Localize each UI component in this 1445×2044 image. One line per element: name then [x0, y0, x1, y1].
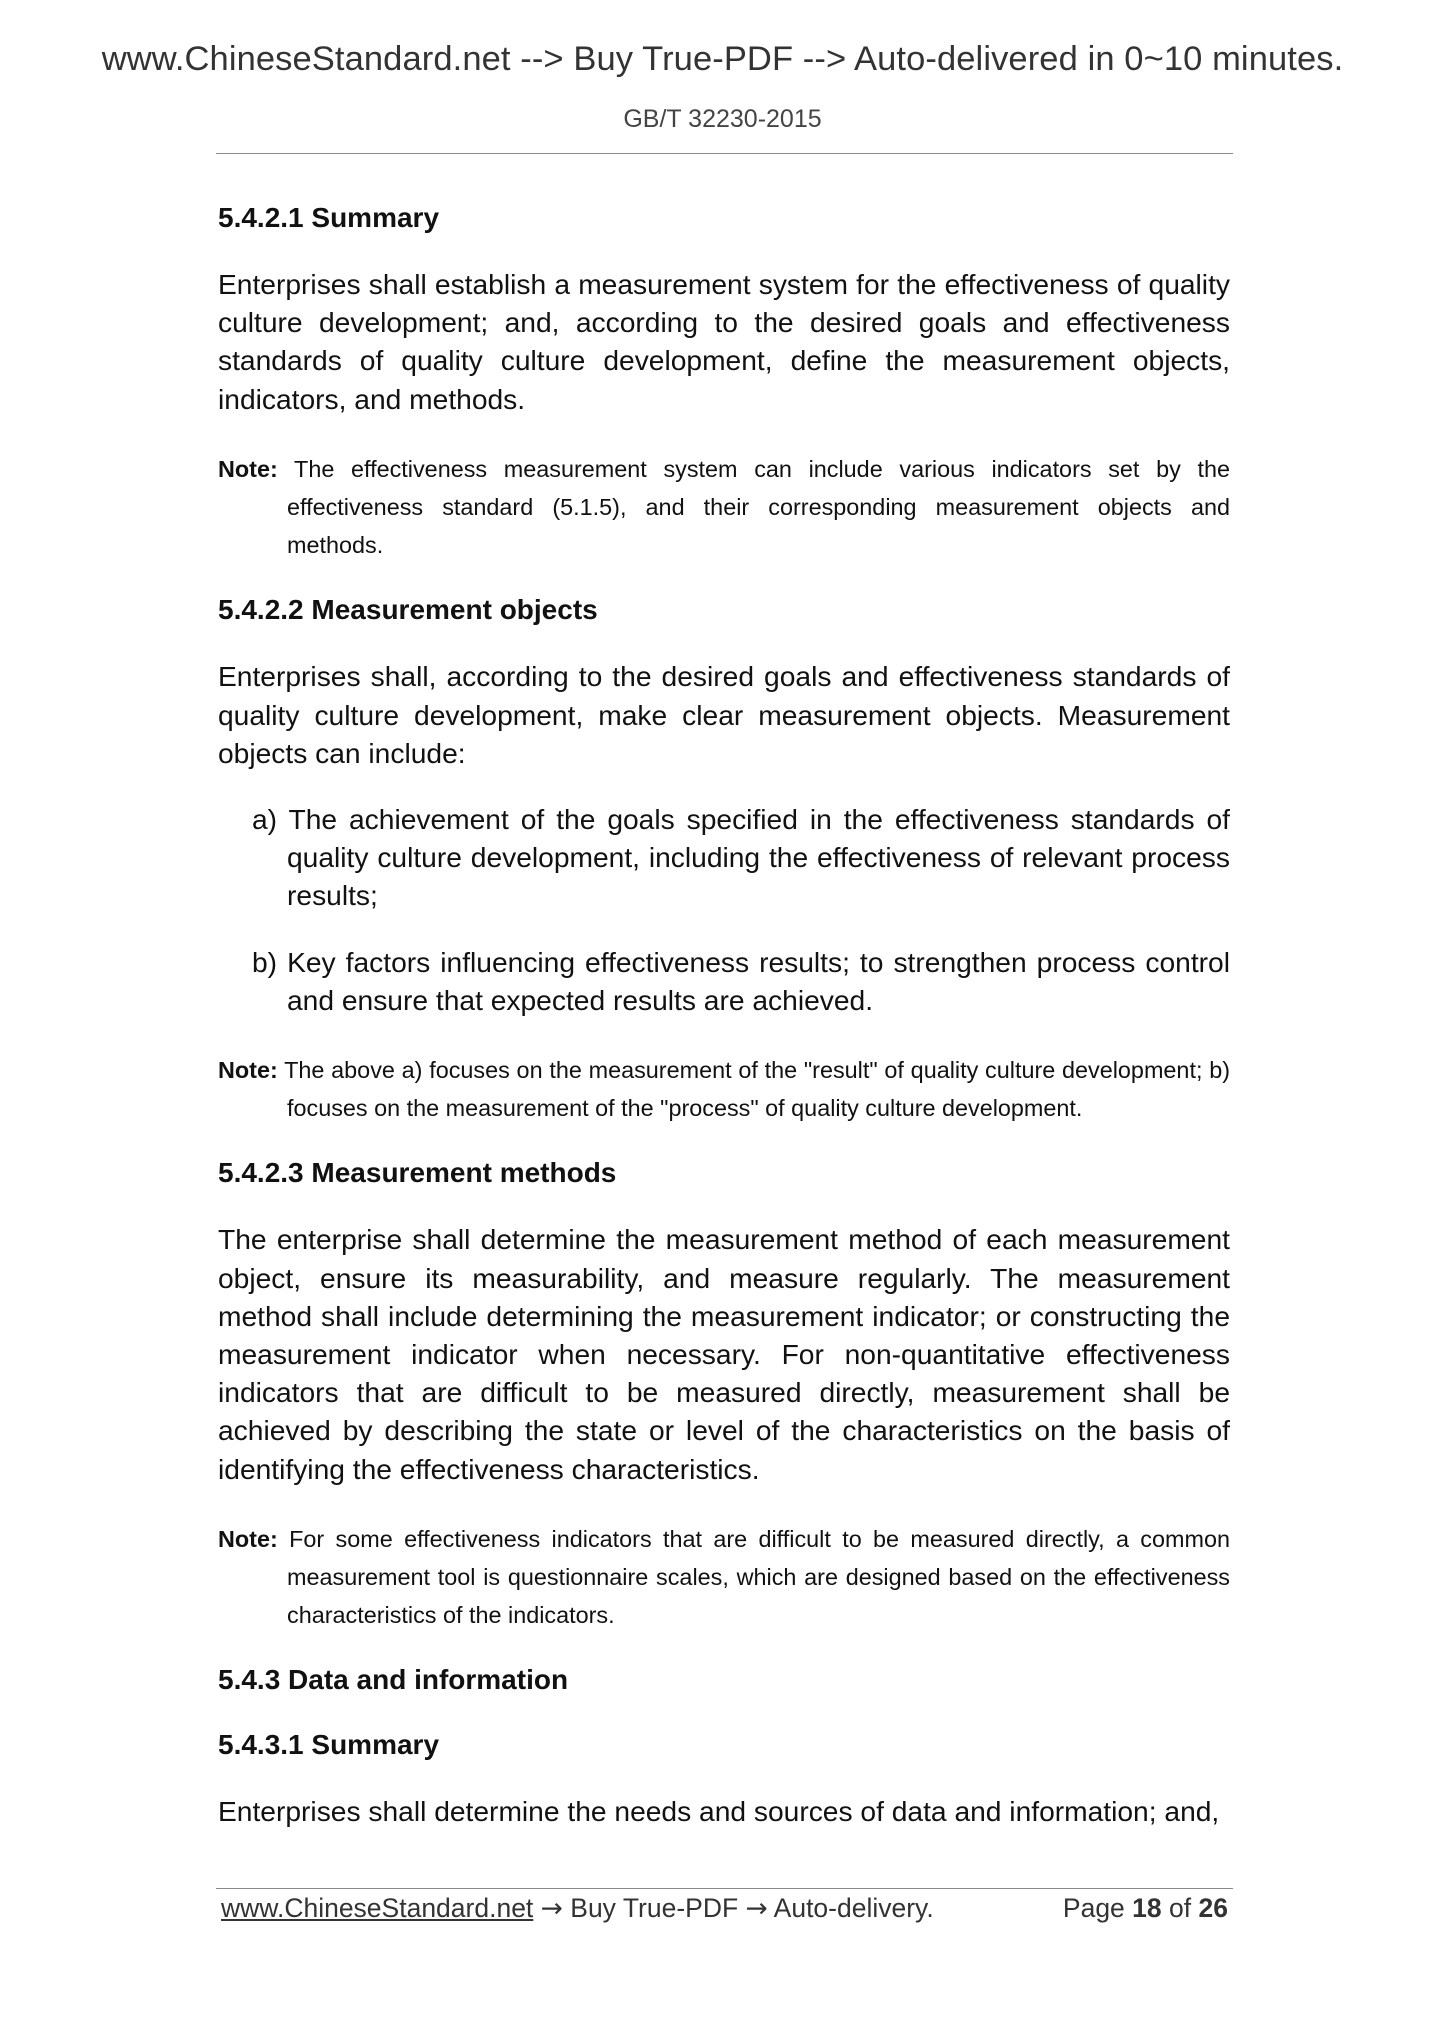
heading-5-4-2-2: 5.4.2.2 Measurement objects [218, 594, 598, 626]
heading-5-4-3-1: 5.4.3.1 Summary [218, 1729, 440, 1761]
arrow-right-icon: → [540, 1893, 563, 1924]
footer-buy-text: Buy True-PDF [570, 1893, 739, 1923]
footer-site-link[interactable]: www.ChineseStandard.net [221, 1893, 534, 1923]
heading-5-4-2-3: 5.4.2.3 Measurement methods [218, 1157, 617, 1189]
note-label: Note: [218, 1057, 278, 1084]
header-divider [216, 153, 1233, 154]
document-body [218, 200, 1230, 1831]
note-label: Note: [218, 455, 278, 482]
heading-5-4-2-1: 5.4.2.1 Summary [218, 202, 440, 233]
list-item-b: b) Key factors influencing effectiveness results; to strengthen process control and ensure that expected results are achieved. [252, 945, 1230, 1016]
note-text: The above a) focuses on the measurement of the "result" of quality culture development; b) focuses on the measurement of the "process" of quality culture development. [284, 1057, 1230, 1122]
note-text: For some effectiveness indicators that are difficult to be measured directly, a common measurement tool is questionnaire scales, which are designed based on the effectiveness characteristics of the indicators. [287, 1525, 1230, 1629]
heading-5-4-3: 5.4.3 Data and information [218, 1664, 569, 1696]
note-text: The effectiveness measurement system can include various indicators set by the effectiveness standard (5.1.5), and their corresponding measurement objects and methods. [287, 455, 1230, 559]
footer-divider [216, 1888, 1233, 1889]
note-5-4-2-2 [218, 1051, 1230, 1127]
standard-number: GB/T 32230-2015 [623, 105, 822, 133]
page-current: 18 [1132, 1893, 1162, 1923]
page-word: Page [1062, 1893, 1125, 1923]
note-5-4-2-1 [218, 450, 1230, 565]
page-footer [221, 1893, 1228, 1924]
footer-left [221, 1893, 934, 1924]
arrow-right-icon: → [745, 1893, 768, 1924]
footer-delivery-text: Auto-delivery. [773, 1893, 934, 1923]
paragraph-5-4-2-1: Enterprises shall establish a measurement system for the effectiveness of quality culture development; and, according to the desired goals and effectiveness standards of quality culture development, define the measurement objects, indicators, and methods. [218, 268, 1230, 415]
page-indicator [1063, 1893, 1228, 1924]
list-item-a: a) The achievement of the goals specified in the effectiveness standards of quality culture development, including the effectiveness of relevant process results; [252, 803, 1230, 912]
of-word: of [1169, 1893, 1192, 1923]
page-total: 26 [1198, 1893, 1228, 1923]
note-5-4-2-3 [218, 1520, 1230, 1635]
note-label: Note: [218, 1525, 278, 1552]
paragraph-5-4-2-3: The enterprise shall determine the measurement method of each measurement object, ensure its measurability, and measure regularly. The measurement method shall include determining the measurement indicator; or constructing the measurement indicator when necessary. For non-quantitative effectiveness indicators that are difficult to be measured directly, measurement shall be achieved by describing the state or level of the characteristics on the basis of identifying the effectiveness characteristics. [218, 1223, 1230, 1485]
header-banner: www.ChineseStandard.net --> Buy True-PDF --> Auto-delivered in 0~10 minutes. [101, 40, 1344, 78]
paragraph-5-4-3-1: Enterprises shall determine the needs and sources of data and information; and, [218, 1795, 1220, 1828]
paragraph-5-4-2-2: Enterprises shall, according to the desired goals and effectiveness standards of quality culture development, make clear measurement objects. Measurement objects can include: [218, 660, 1230, 769]
